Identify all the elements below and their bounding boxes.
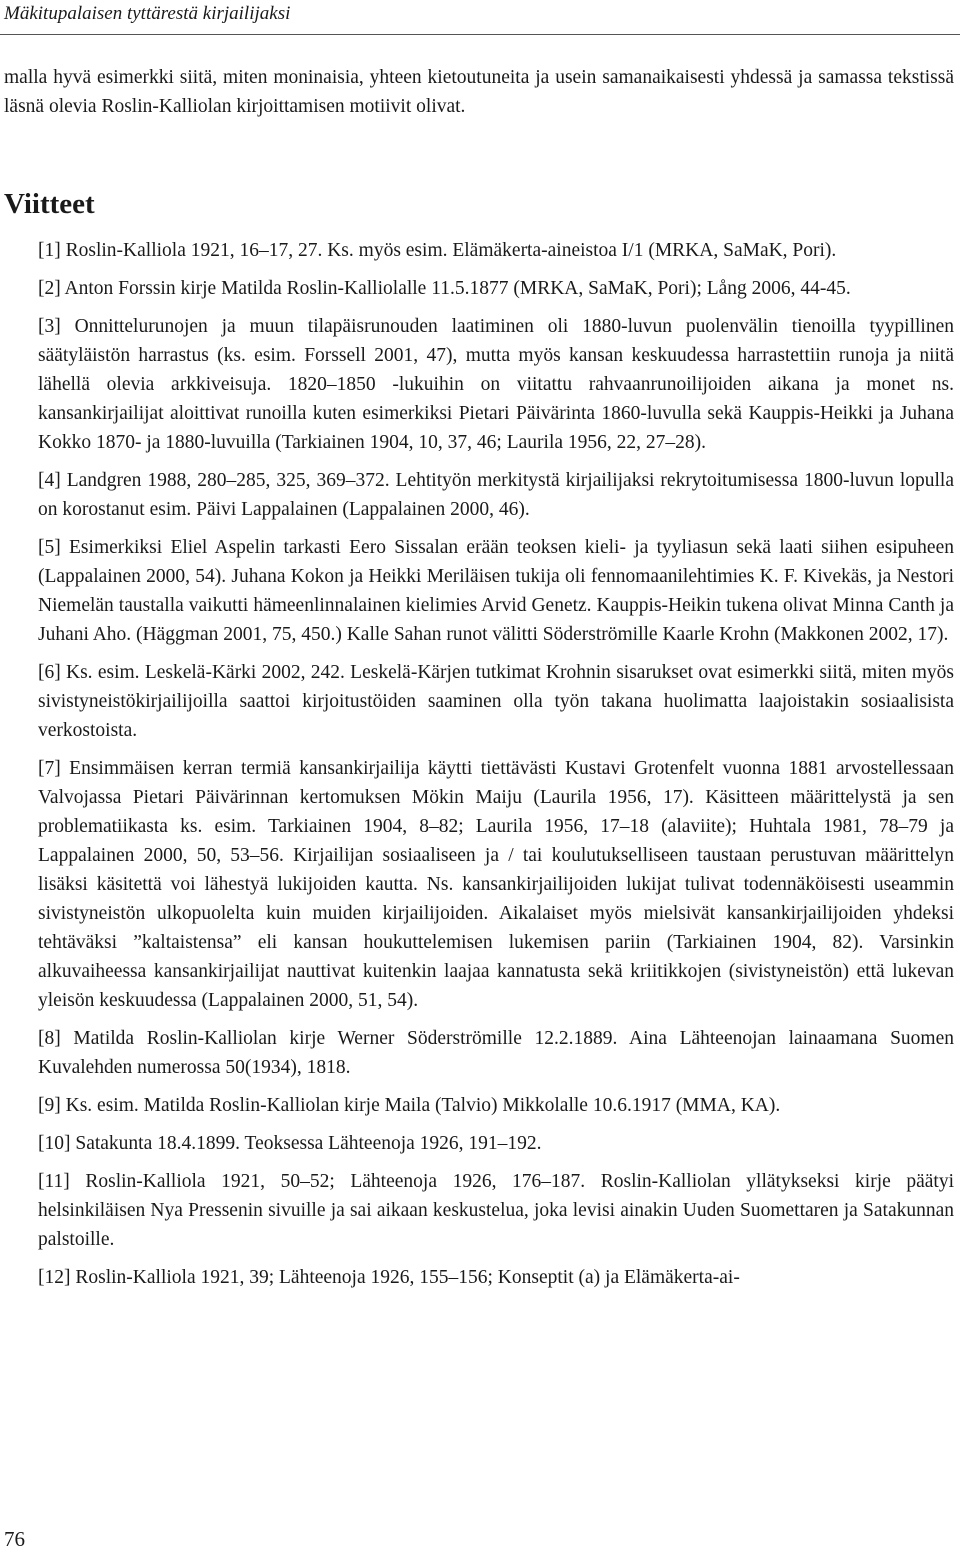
footnote-3: [3] Onnittelurunojen ja muun tilapäisrunouden laatiminen oli 1880-luvun puolenvälin tienoilla tyypillinen säätyläistön harrastus (ks. esim. Forssell 2001, 47), mutta myös kansan keskuudessa harrastettiin runoja ja niitä lähellä olevia arkkiveisuja. 1820–1850 -lukuihin on viitattu rahvaanrunoilijoiden aikana ja monet ns. kansankirjailijat aloittivat runoilla kuten esimerkiksi Pietari Päivärinta 1860-luvulla sekä Kauppis-Heikki ja Juhana Kokko 1870- ja 1880-luvuilla (Tarkiainen 1904, 10, 37, 46; Laurila 1956, 22, 27–28). bbox=[38, 316, 954, 453]
footnote-10: [10] Satakunta 18.4.1899. Teoksessa Lähteenoja 1926, 191–192. bbox=[38, 1133, 542, 1154]
page-number: 76 bbox=[4, 1527, 25, 1551]
header-divider bbox=[0, 34, 960, 35]
footnote-6: [6] Ks. esim. Leskelä-Kärki 2002, 242. Leskelä-Kärjen tutkimat Krohnin sisarukset ovat esimerkki siitä, miten myös sivistyneistökirjailijoilla saattoi kirjoitustöiden saaminen olla työn takana huolimatta laajoistakin sosiaalisista verkostoista. bbox=[38, 662, 954, 741]
notes-list bbox=[38, 236, 954, 1301]
footnote-8: [8] Matilda Roslin-Kalliolan kirje Werner Söderströmille 12.2.1889. Aina Lähteenojan lainaamana Suomen Kuvalehden numerossa 50(1934), 1818. bbox=[38, 1028, 954, 1078]
footnote-12: [12] Roslin-Kalliola 1921, 39; Lähteenoja 1926, 155–156; Konseptit (a) ja Elämäkerta-ai- bbox=[38, 1267, 740, 1288]
footnote-1: [1] Roslin-Kalliola 1921, 16–17, 27. Ks. myös esim. Elämäkerta-aineistoa I/1 (MRKA, SaMaK, Pori). bbox=[38, 240, 837, 261]
intro-paragraph bbox=[4, 63, 954, 121]
footnote-2: [2] Anton Forssin kirje Matilda Roslin-Kalliolalle 11.5.1877 (MRKA, SaMaK, Pori); Lång 2006, 44-45. bbox=[38, 278, 851, 299]
footnote-11: [11] Roslin-Kalliola 1921, 50–52; Lähteenoja 1926, 176–187. Roslin-Kalliolan yllätykseksi kirje päätyi helsinkiläisen Nya Pressenin sivuille ja sai aikaan keskustelua, joka levisi ainakin Uuden Suomettaren ja Satakunnan palstoille. bbox=[38, 1171, 954, 1250]
running-header: Mäkitupalaisen tyttärestä kirjailijaksi bbox=[4, 3, 291, 24]
footnote-9: [9] Ks. esim. Matilda Roslin-Kalliolan kirje Maila (Talvio) Mikkolalle 10.6.1917 (MMA, KA). bbox=[38, 1095, 781, 1116]
footnote-5: [5] Esimerkiksi Eliel Aspelin tarkasti Eero Sissalan erään teoksen kieli- ja tyyliasun sekä laati siihen esipuheen (Lappalainen 2000, 54). Juhana Kokon ja Heikki Meriläisen tukija oli fennomaanilehtimies K. F. Kivekäs, ja Nestori Niemelän taustalla vaikutti hämeenlinnalainen kielimies Arvid Genetz. Kauppis-Heikin tukena olivat Minna Canth ja Juhani Aho. (Häggman 2001, 75, 450.) Kalle Sahan runot välitti Söderströmille Kaarle Krohn (Makkonen 2002, 17). bbox=[38, 537, 954, 645]
footnote-4: [4] Landgren 1988, 280–285, 325, 369–372. Lehtityön merkitystä kirjailijaksi rekrytoitumisessa 1800-luvun lopulla on korostanut esim. Päivi Lappalainen (Lappalainen 2000, 46). bbox=[38, 470, 954, 520]
intro-text: malla hyvä esimerkki siitä, miten moninaisia, yhteen kietoutuneita ja usein samanaikaisesti yhdessä ja samassa tekstissä läsnä olevia Roslin-Kalliolan kirjoittamisen motiivit olivat. bbox=[4, 67, 954, 117]
footnote-7: [7] Ensimmäisen kerran termiä kansankirjailija käytti tiettävästi Kustavi Grotenfelt vuonna 1881 arvostellessaan Valvojassa Pietari Päivärinnan kertomuksen Mökin Maiju (Laurila 1956, 17). Käsitteen määrittelystä ja sen problematiikasta ks. esim. Tarkiainen 1904, 8–82; Laurila 1956, 17–18 (alaviite); Huhtala 1981, 78–79 ja Lappalainen 2000, 50, 53–56. Kirjailijan sosiaaliseen ja / tai koulutukselliseen taustaan perustuvan määrittelyn lisäksi käsitettä voi lähestyä lukijoiden kautta. Ns. kansankirjailijoiden lukijat tulivat todennäköisesti useammin sivistyneistön ulkopuolelta kuin muiden kirjailijoiden. Aikalaiset myös mielsivät kansankirjailijoiden yhdeksi tehtäväksi ”kaltaistensa” eli kansan houkuttelemisen lukemisen pariin (Tarkiainen 1904, 82). Varsinkin alkuvaiheessa kansankirjailijat nauttivat kuitenkin laajaa kannatusta sekä kriitikkojen (sivistyneistön) että lukevan yleisön keskuudessa (Lappalainen 2000, 51, 54). bbox=[38, 758, 954, 1011]
section-heading-notes: Viitteet bbox=[4, 188, 95, 220]
